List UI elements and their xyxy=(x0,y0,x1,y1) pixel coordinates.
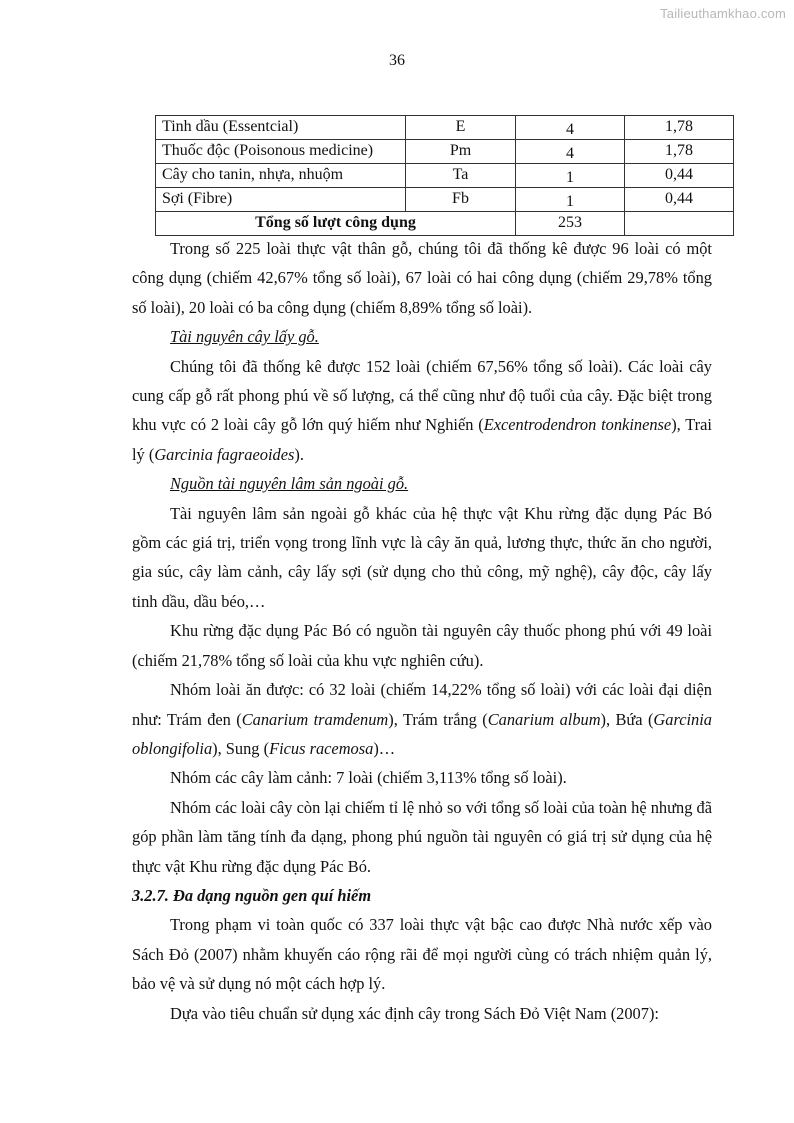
text-span: )… xyxy=(373,738,396,758)
use-count: 1 xyxy=(566,193,574,210)
species-name: Canarium tramdenum xyxy=(241,709,389,729)
use-code-cell: E xyxy=(406,116,516,140)
use-percent-cell: 0,44 xyxy=(625,164,734,188)
use-count: 1 xyxy=(566,169,574,186)
text-span: ). xyxy=(294,444,304,464)
species-name: Excentrodendron tonkinense xyxy=(483,415,672,435)
use-count: 4 xyxy=(566,121,574,138)
species-name: Garcinia oblongifolia xyxy=(132,709,712,758)
use-count-cell xyxy=(516,140,625,164)
paragraph-timber xyxy=(132,352,712,470)
table-row xyxy=(156,164,734,188)
page-number: 36 xyxy=(389,52,405,69)
paragraph-ornamental: Nhóm các cây làm cảnh: 7 loài (chiếm 3,113% tổng số loài). xyxy=(170,768,567,788)
use-name-cell: Cây cho tanin, nhựa, nhuộm xyxy=(156,164,406,188)
use-count-cell xyxy=(516,164,625,188)
section-heading: 3.2.7. Đa dạng nguồn gen quí hiếm xyxy=(132,885,372,905)
paragraph-red-book: Trong phạm vi toàn quốc có 337 loài thực vật bậc cao được Nhà nước xếp vào Sách Đỏ (2007) nhằm khuyến cáo rộng rãi để mọi người cùng có trách nhiệm quản lý, bảo vệ và sử dụng nó một cách hợp lý. xyxy=(132,915,712,994)
subheading-non-timber-text: Nguồn tài nguyên lâm sản ngoài gỗ. xyxy=(170,474,409,494)
use-count-cell xyxy=(516,188,625,212)
use-percent-cell: 1,78 xyxy=(625,140,734,164)
species-name: Canarium album xyxy=(487,709,601,729)
table-total-row xyxy=(156,212,734,236)
subheading-timber-text: Tài nguyên cây lấy gỗ. xyxy=(170,327,319,347)
text-span: ), Trai lý ( xyxy=(132,415,712,464)
paragraph-criteria: Dựa vào tiêu chuẩn sử dụng xác định cây trong Sách Đỏ Việt Nam (2007): xyxy=(170,1003,659,1023)
text-span: ), Trám trắng ( xyxy=(388,709,488,729)
table-row xyxy=(156,116,734,140)
use-name-cell: Thuốc độc (Poisonous medicine) xyxy=(156,140,406,164)
total-value-cell: 253 xyxy=(516,212,625,236)
species-name: Ficus racemosa xyxy=(269,738,374,758)
text-span: ), Bứa ( xyxy=(600,709,654,729)
table-row xyxy=(156,140,734,164)
paragraph-edible xyxy=(132,675,712,763)
subheading-timber xyxy=(132,322,712,351)
use-count: 4 xyxy=(566,145,574,162)
text-span: Nhóm loài ăn được: có 32 loài (chiếm 14,22% tổng số loài) với các loài đại diện như: Trám đen ( xyxy=(132,680,712,729)
text-span: Chúng tôi đã thống kê được 152 loài (chiếm 67,56% tổng số loài). Các loài cây cung cấp gỗ rất phong phú về số lượng, cá thể cũng như độ tuổi của cây. Đặc biệt trong khu vực có 2 loài cây gỗ lớn quý hiếm như Nghiến ( xyxy=(132,356,712,435)
paragraph-non-timber: Tài nguyên lâm sản ngoài gỗ khác của hệ thực vật Khu rừng đặc dụng Pác Bó gồm các giá trị, triển vọng trong lĩnh vực là cây ăn quả, lương thực, thức ăn cho người, gia súc, cây làm cảnh, cây lấy sợi (sử dụng cho thủ công, mỹ nghệ), cây độc, cây lấy tinh dầu, dầu béo,… xyxy=(132,503,712,611)
plant-use-table xyxy=(155,115,734,236)
table-row xyxy=(156,188,734,212)
paragraph-use-stats: Trong số 225 loài thực vật thân gỗ, chúng tôi đã thống kê được 96 loài có một công dụng (chiếm 42,67% tổng số loài), 67 loài có hai công dụng (chiếm 29,78% tổng số loài), 20 loài có ba công dụng (chiếm 8,89% tổng số loài). xyxy=(132,239,712,317)
use-code-cell: Pm xyxy=(406,140,516,164)
use-percent-cell: 1,78 xyxy=(625,116,734,140)
use-percent-cell: 0,44 xyxy=(625,188,734,212)
total-label-cell: Tổng số lượt công dụng xyxy=(156,212,516,236)
total-empty-cell xyxy=(625,212,734,236)
watermark: Tailieuthamkhao.com xyxy=(660,6,786,21)
use-count-cell xyxy=(516,116,625,140)
text-span: ), Sung ( xyxy=(212,738,270,758)
document-body xyxy=(132,234,712,1028)
use-code-cell: Ta xyxy=(406,164,516,188)
paragraph-other-groups: Nhóm các loài cây còn lại chiếm tỉ lệ nhỏ so với tổng số loài của toàn hệ nhưng đã góp phần làm tăng tính đa dạng, phong phú nguồn tài nguyên có giá trị sử dụng của hệ thực vật Khu rừng đặc dụng Pác Bó. xyxy=(132,797,712,876)
use-name-cell: Sợi (Fibre) xyxy=(156,188,406,212)
subheading-non-timber xyxy=(132,469,712,498)
paragraph-medicinal: Khu rừng đặc dụng Pác Bó có nguồn tài nguyên cây thuốc phong phú với 49 loài (chiếm 21,78% tổng số loài của khu vực nghiên cứu). xyxy=(132,621,712,670)
use-name-cell: Tinh dầu (Essentcial) xyxy=(156,116,406,140)
use-code-cell: Fb xyxy=(406,188,516,212)
species-name: Garcinia fagraeoides xyxy=(154,444,295,464)
